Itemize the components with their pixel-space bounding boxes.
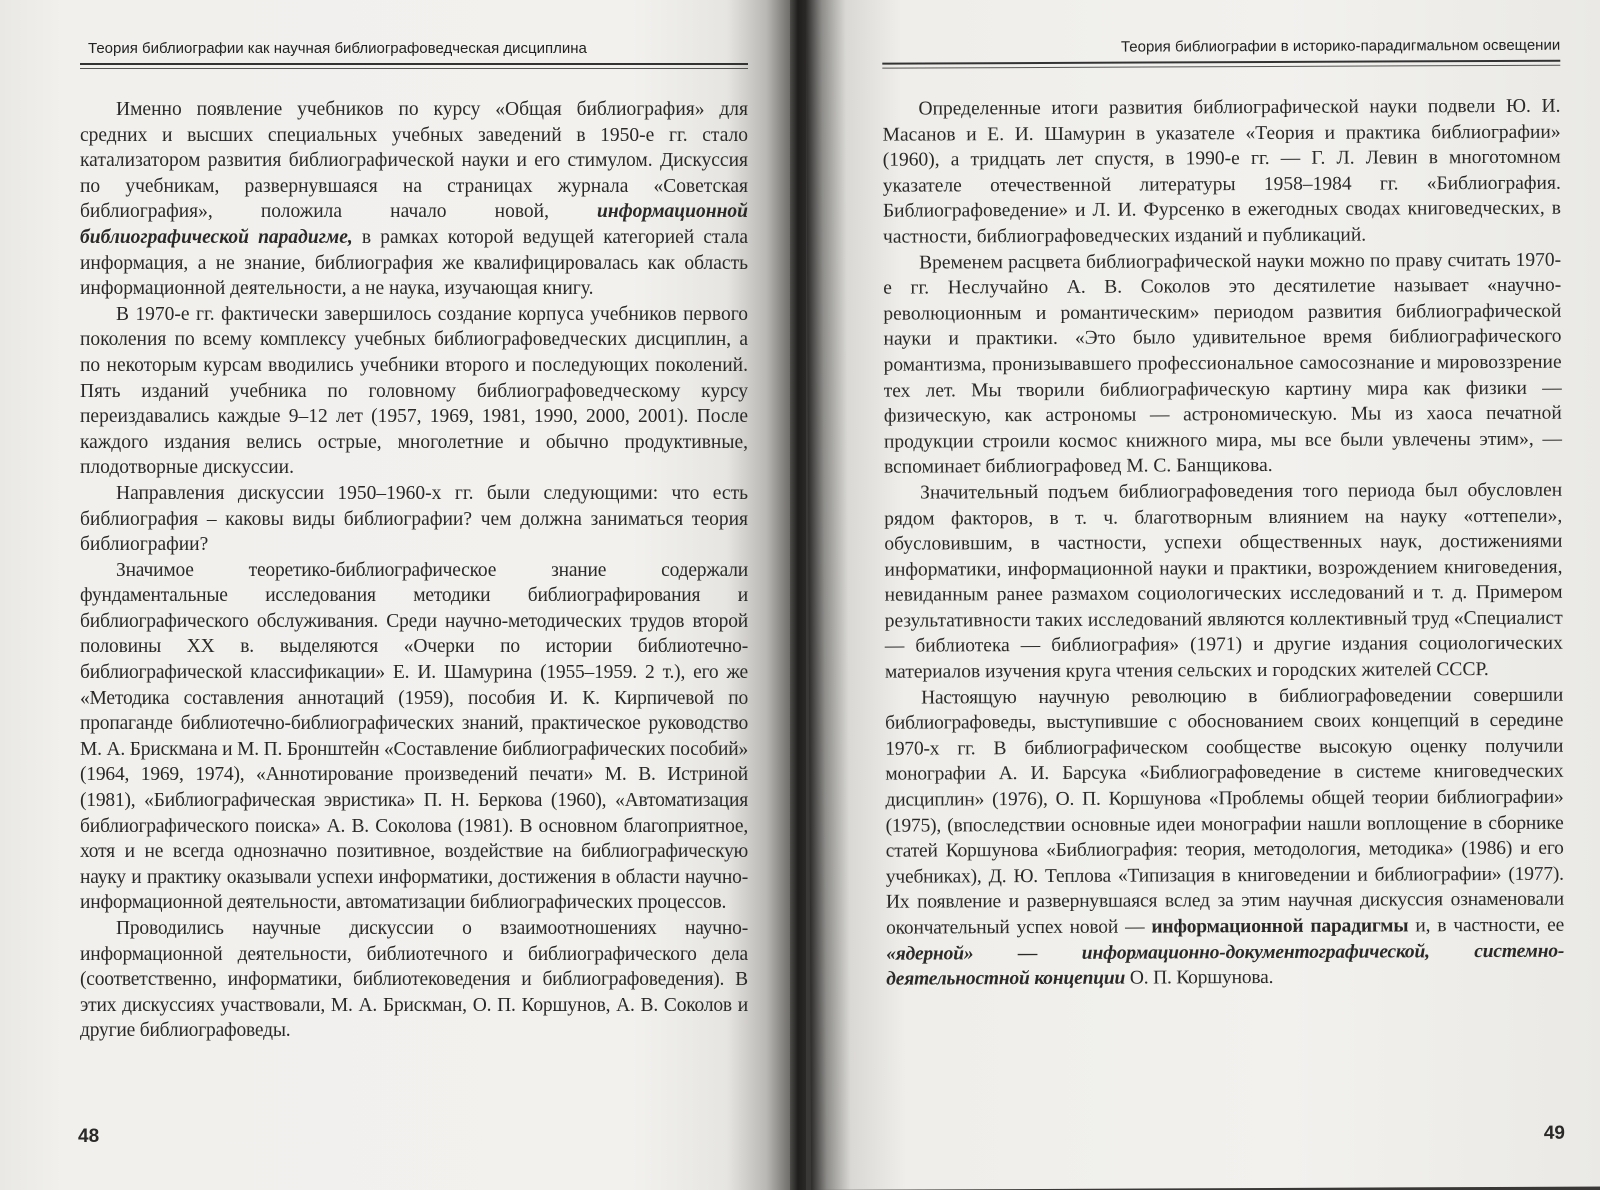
paragraph: Значительный подъем библиографоведения того периода был обусловлен рядом факторов, в т. ч. благотворным влиянием на науку «оттепели», обусловившим, в частности, успехи общественных наук, достижениями информатики, информационной науки и практики, возрождением книговедения, невиданным ранее размахом социологических исследований и т. д. Примером результативности таких исследований являются коллективный труд «Специалист — библиотека — библиография» (1971) и другие издания социологических материалов изучения круга чтения сельских и городских жителей СССР. [884, 479, 1563, 683]
left-page-body [80, 97, 748, 1044]
paragraph: Значимое теоретико-библиографическое знание содержали фундаментальные исследования методики библиографирования и библиографического обслуживания. Среди научно-методических трудов второй половины XX в. выделяются «Очерки по истории библиотечно-библиографической классификации» Е. И. Шамурина (1955–1959. 2 т.), его же «Методика составления аннотаций (1959), пособия И. К. Кирпичевой по пропаганде библиотечно-библиографических знаний, практическое руководство М. А. Брискмана и М. П. Бронштейн «Составление библиографических пособий» (1964, 1969, 1974), «Аннотирование произведений печати» М. В. Истриной (1981), «Библиографическая эвристика» П. Н. Беркова (1960), «Автоматизация библиографического поиска» А. В. Соколова (1981). В основном благоприятное, хотя и не всегда однозначно позитивное, воздействие на библиографическую науку и практику оказывали успехи информатики, достижения в области научно-информационной деятельности, автоматизации библиографических процессов. [80, 559, 748, 914]
emphasis-term: «ядерной» — информационно-документографической, системно-деятельностной концепции [886, 940, 1565, 990]
running-head-left: Теория библиографии как научная библиографоведческая дисциплина [80, 40, 748, 65]
right-page [806, 0, 1600, 1190]
paragraph: Определенные итоги развития библиографической науки подвели Ю. И. Масанов и Е. И. Шамурин в указателе «Теория и практика библиографии» (1960), а тридцать лет спустя, в 1990-е гг. — Г. Л. Левин в многотомном указателе отечественной литературы 1958–1984 гг. «Библиография. Библиографоведение» и Л. И. Фурсенко в ежегодных сводах книговедческих, в частности, библиографоведческих изданий и публикаций. [882, 95, 1561, 248]
paragraph: В 1970-е гг. фактически завершилось создание корпуса учебников первого поколения по всему комплексу учебных библиографоведческих дисциплин, а по некоторым курсам вводились учебники второго и последующих поколений. Пять изданий учебника по головному библиографоведческому курсу переиздавались каждые 9–12 лет (1957, 1969, 1981, 1990, 2000, 2001). После каждого издания велись острые, многолетние и обычно продуктивные, плодотворные дискуссии. [80, 303, 748, 479]
paragraph: Проводились научные дискуссии о взаимоотношениях научно-информационной деятельности, библиотечного и библиографического дела (соответственно, информатики, библиотековедения и библиографоведения). В этих дискуссиях участвовали, М. А. Брискман, О. П. Коршунов, А. В. Соколов и другие библиографоведы. [80, 918, 748, 1042]
paragraph: Именно появление учебников по курсу «Общая библиография» для средних и высших специальных учебных заведений в 1950-е гг. стало катализатором развития библиографической науки и его стимулом. Дискуссия по учебникам, развернувшаяся на страницах журнала «Советская библиография», положила начало новой, информационной библиографической парадигме, в рамках которой ведущей категорией стала информация, а не знание, библиография же квалифицировалась как область информационной деятельности, а не наука, изучающая книгу. [80, 99, 749, 300]
right-page-body [882, 94, 1564, 993]
emphasis-term: информационной парадигмы [1151, 915, 1409, 938]
paragraph: Направления дискуссии 1950–1960-х гг. были следующими: что есть библиография – каковы виды библиографии? чем должна заниматься теория библиографии? [80, 482, 748, 556]
page-number-right: 49 [1543, 1122, 1565, 1144]
running-head-right: Теория библиографии в историко-парадигмальном освещении [882, 37, 1560, 65]
paragraph: Временем расцвета библиографической науки можно по праву считать 1970-е гг. Неслучайно А. В. Соколов это десятилетие называет «научно-революционным и романтическим» периодом развития библиографической науки и практики. «Это было удивительное время библиографического романтизма, пронизывавшего профессиональное самосознание и мировоззрение тех лет. Мы творили библиографическую картину мира как физики — физическую, как астрономы — астрономическую. Мы из хаоса печатной продукции строили космос книжного мира, мы все были увлечены этим», — вспоминает библиографовед М. С. Банщикова. [883, 249, 1562, 478]
page-number-left: 48 [78, 1126, 100, 1147]
paragraph: Настоящую научную революцию в библиографоведении совершили библиографоведы, выступившие с обоснованием своих концепций в середине 1970-х гг. В библиографическом сообществе высокую оценку получили монографии А. И. Барсука «Библиографоведение в системе книговедческих дисциплин» (1976), О. П. Коршунова «Проблемы общей теории библиографии» (1975), (впоследствии основные идеи монографии нашли воплощение в сборнике статей Коршунова «Библиография: теория, методология, методика» (1986) и его учебниках), Д. Ю. Теплова «Типизация в книговедении и библиографии» (1977). Их появление и развернувшаяся вслед за этим научная дискуссия ознаменовали окончательный успех новой — информационной парадигмы и, в частности, ее «ядерной» — информационно-документографической, системно-деятельностной концепции О. П. Коршунова. [885, 684, 1565, 990]
book-gutter [790, 0, 806, 1190]
emphasis-term: информационной библиографической парадигме, [80, 201, 748, 248]
left-page [0, 0, 790, 1190]
